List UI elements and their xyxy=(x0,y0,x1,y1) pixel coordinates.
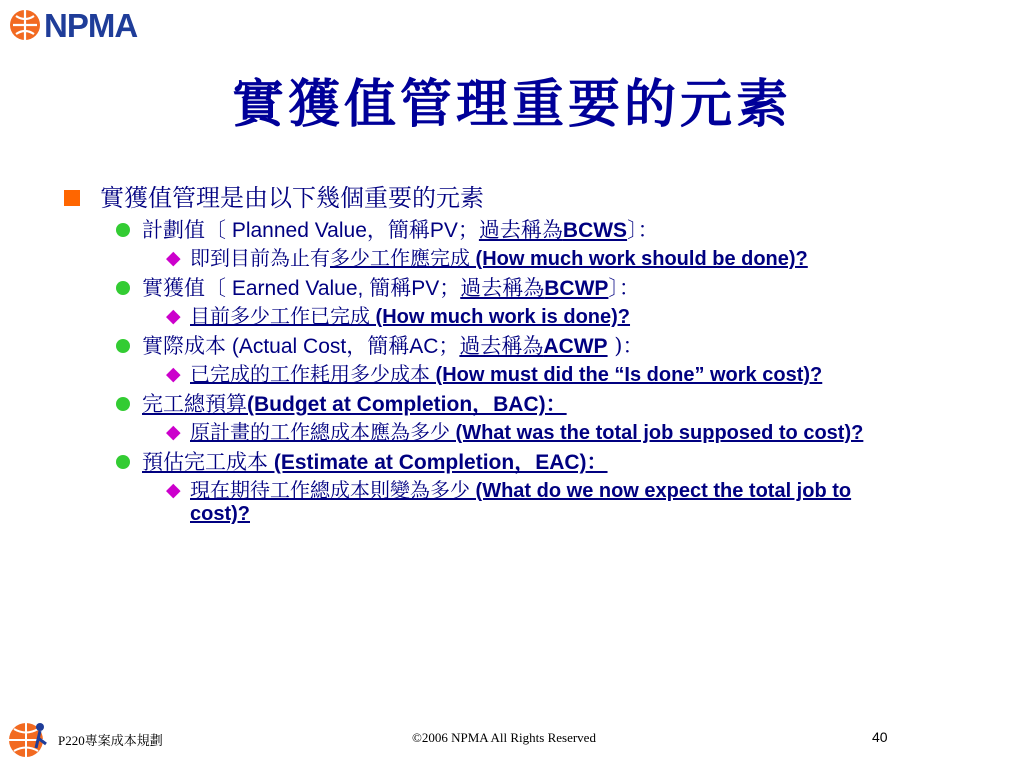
dot-bullet-icon xyxy=(116,223,130,237)
footer-copyright: ©2006 NPMA All Rights Reserved xyxy=(412,730,596,745)
square-bullet-icon xyxy=(64,190,80,206)
slide-title: 實獲值管理重要的元素 xyxy=(231,74,792,135)
list-item: 實獲值〔 Earned Value, 簡稱PV；過去稱為BCWP〕： xyxy=(116,274,964,303)
globe-logo-icon xyxy=(8,8,42,42)
dot-bullet-icon xyxy=(116,339,130,353)
dot-bullet-icon xyxy=(116,397,130,411)
sub-list-item: ◆ 原計畫的工作總成本應為多少 (What was the total job supposed to cost)? xyxy=(166,420,864,444)
sub-list-item: ◆ 即到目前為止有多少工作應完成 (How much work should be done)? xyxy=(166,246,808,270)
list-item: 預估完工成本 (Estimate at Completion，EAC)： xyxy=(116,448,964,477)
logo-text: NPMA xyxy=(44,6,138,44)
sub-list-item: ◆ 現在期待工作總成本則變為多少 (What do we now expect the total job to cost)? xyxy=(166,478,852,525)
slide-content xyxy=(64,182,964,529)
diamond-bullet-icon: ◆ xyxy=(166,247,181,269)
main-bullet: 實獲值管理是由以下幾個重要的元素 xyxy=(64,182,964,214)
list-item: 實際成本 (Actual Cost，簡稱AC；過去稱為ACWP )： xyxy=(116,332,964,361)
diamond-bullet-icon: ◆ xyxy=(166,305,181,327)
list-item: 完工總預算(Budget at Completion，BAC)： xyxy=(116,390,964,419)
slide-footer xyxy=(0,718,1024,768)
sub-list-item: ◆ 已完成的工作耗用多少成本 (How must did the “Is done” work cost)? xyxy=(166,362,823,386)
globe-figure-logo-icon xyxy=(6,718,50,766)
dot-bullet-icon xyxy=(116,455,130,469)
sub-list-item: ◆ 目前多少工作已完成 (How much work is done)? xyxy=(166,304,631,328)
diamond-bullet-icon: ◆ xyxy=(166,363,181,385)
diamond-bullet-icon: ◆ xyxy=(166,479,181,501)
list-item: 計劃值〔 Planned Value，簡稱PV；過去稱為BCWS〕： xyxy=(116,216,964,245)
npma-logo xyxy=(8,6,137,44)
dot-bullet-icon xyxy=(116,281,130,295)
footer-course: P220專案成本規劃 xyxy=(58,733,163,748)
diamond-bullet-icon: ◆ xyxy=(166,421,181,443)
page-number: 40 xyxy=(872,729,888,745)
